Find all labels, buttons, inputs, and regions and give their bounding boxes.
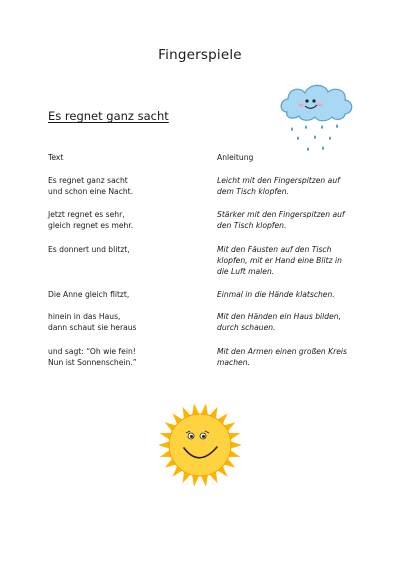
verse-row: Die Anne gleich flitzt, xyxy=(48,290,130,299)
poem-title: Es regnet ganz sacht xyxy=(48,109,169,123)
instruction-row: Stärker mit den Fingerspitzen auf den Tisch klopfen. xyxy=(217,210,345,231)
verse-row: Es donnert und blitzt, xyxy=(48,245,130,254)
verse-row: Es regnet ganz sacht und schon eine Nacht. xyxy=(48,176,134,197)
rain-cloud-icon xyxy=(277,80,357,156)
smiling-sun-icon xyxy=(157,402,243,488)
verse-row: Jetzt regnet es sehr, gleich regnet es mehr. xyxy=(48,210,134,231)
instruction-row: Einmal in die Hände klatschen. xyxy=(217,290,335,299)
instruction-row: Mit den Fäusten auf den Tisch klopfen, mit er Hand eine Blitz in die Luft malen. xyxy=(217,245,342,277)
instruction-row: Mit den Händen ein Haus bilden, durch schauen. xyxy=(217,312,341,333)
instruction-row: Leicht mit den Fingerspitzen auf dem Tisch klopfen. xyxy=(217,176,340,197)
column-header-text: Text xyxy=(48,153,64,162)
column-header-instruction: Anleitung xyxy=(217,153,254,162)
instruction-row: Mit den Armen einen großen Kreis machen. xyxy=(217,347,347,368)
verse-row: und sagt: “Oh wie fein! Nun ist Sonnenschein.” xyxy=(48,347,137,368)
page-title: Fingerspiele xyxy=(158,47,242,63)
verse-row: hinein in das Haus, dann schaut sie heraus xyxy=(48,312,137,333)
